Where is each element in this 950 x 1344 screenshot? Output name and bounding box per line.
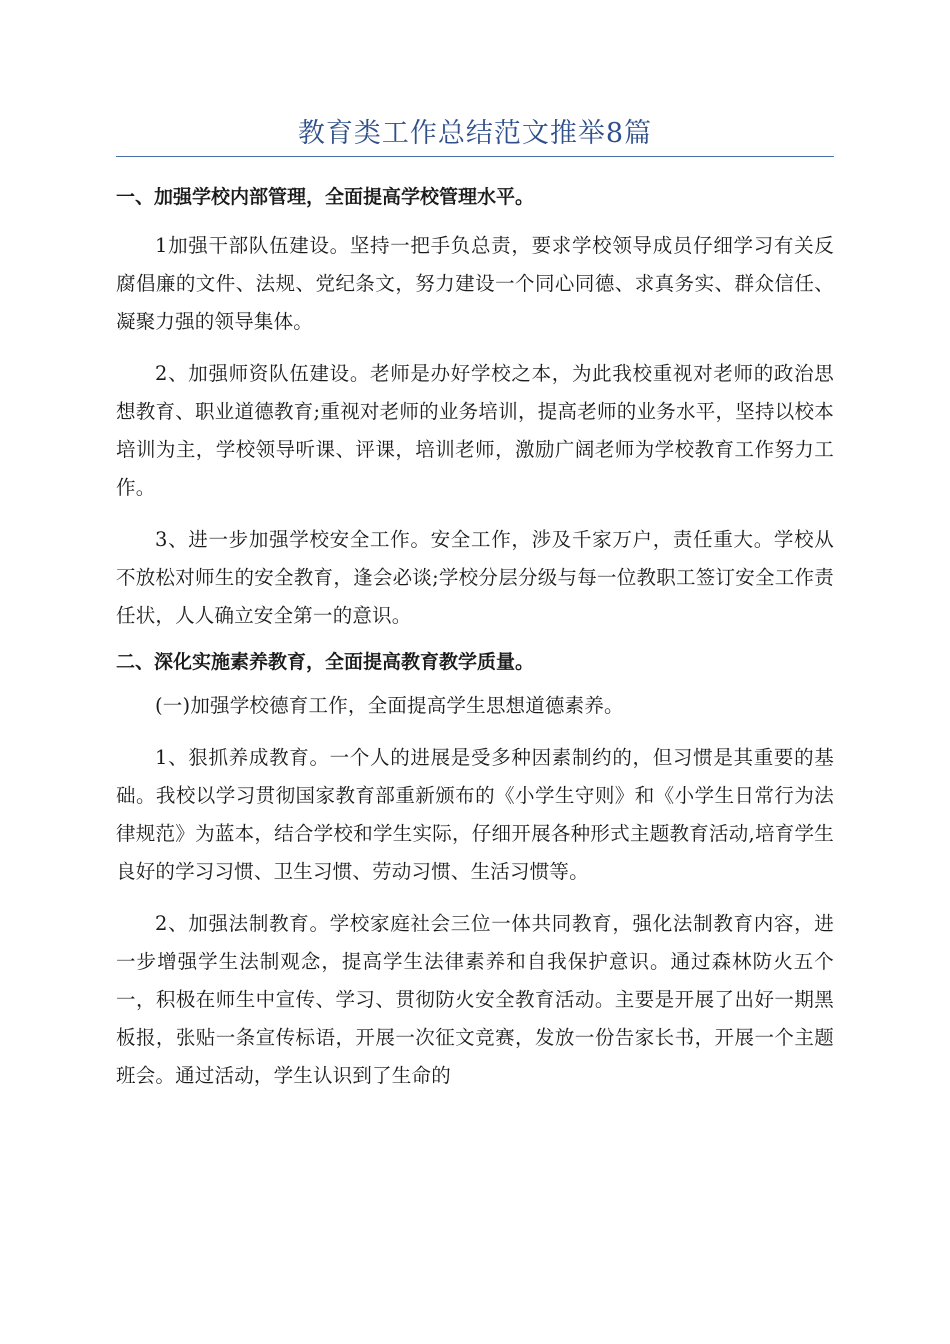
- paragraph-habit-education: 1、狠抓养成教育。一个人的进展是受多种因素制约的，但习惯是其重要的基础。我校以学习贯彻国家教育部重新颁布的《小学生守则》和《小学生日常行为法律规范》为蓝本，结合学校和学生实际，仔细开展各种形式主题教育活动,培育学生良好的学习习惯、卫生习惯、劳动习惯、生活习惯等。: [116, 746, 834, 883]
- paragraph-cadre-building: 1加强干部队伍建设。坚持一把手负总责，要求学校领导成员仔细学习有关反腐倡廉的文件、法规、党纪条文，努力建设一个同心同德、求真务实、群众信任、凝聚力强的领导集体。: [116, 234, 834, 333]
- paragraph-safety-work: 3、进一步加强学校安全工作。安全工作，涉及千家万户，责任重大。学校从不放松对师生的安全教育，逢会必谈;学校分层分级与每一位教职工签订安全工作责任状，人人确立安全第一的意识。: [116, 528, 834, 627]
- document-title: 教育类工作总结范文推举8篇: [297, 118, 653, 149]
- section-heading-2: 二、深化实施素养教育，全面提高教育教学质量。: [116, 651, 535, 673]
- document-page: [116, 0, 834, 1095]
- paragraph-moral-education: (一)加强学校德育工作，全面提高学生思想道德素养。: [155, 694, 624, 717]
- paragraph-teacher-building: 2、加强师资队伍建设。老师是办好学校之本，为此我校重视对老师的政治思想教育、职业道德教育;重视对老师的业务培训，提高老师的业务水平，坚持以校本培训为主，学校领导听课、评课，培训老师，激励广阔老师为学校教育工作努力工作。: [116, 362, 834, 499]
- title-underline: [116, 156, 834, 157]
- section-heading-1: 一、加强学校内部管理，全面提高学校管理水平。: [116, 186, 535, 208]
- paragraph-legal-education: 2、加强法制教育。学校家庭社会三位一体共同教育，强化法制教育内容，进一步增强学生法制观念，提高学生法律素养和自我保护意识。通过森林防火五个一，积极在师生中宣传、学习、贯彻防火安全教育活动。主要是开展了出好一期黑板报，张贴一条宣传标语，开展一次征文竞赛，发放一份告家长书，开展一个主题班会。通过活动，学生认识到了生命的: [116, 912, 834, 1087]
